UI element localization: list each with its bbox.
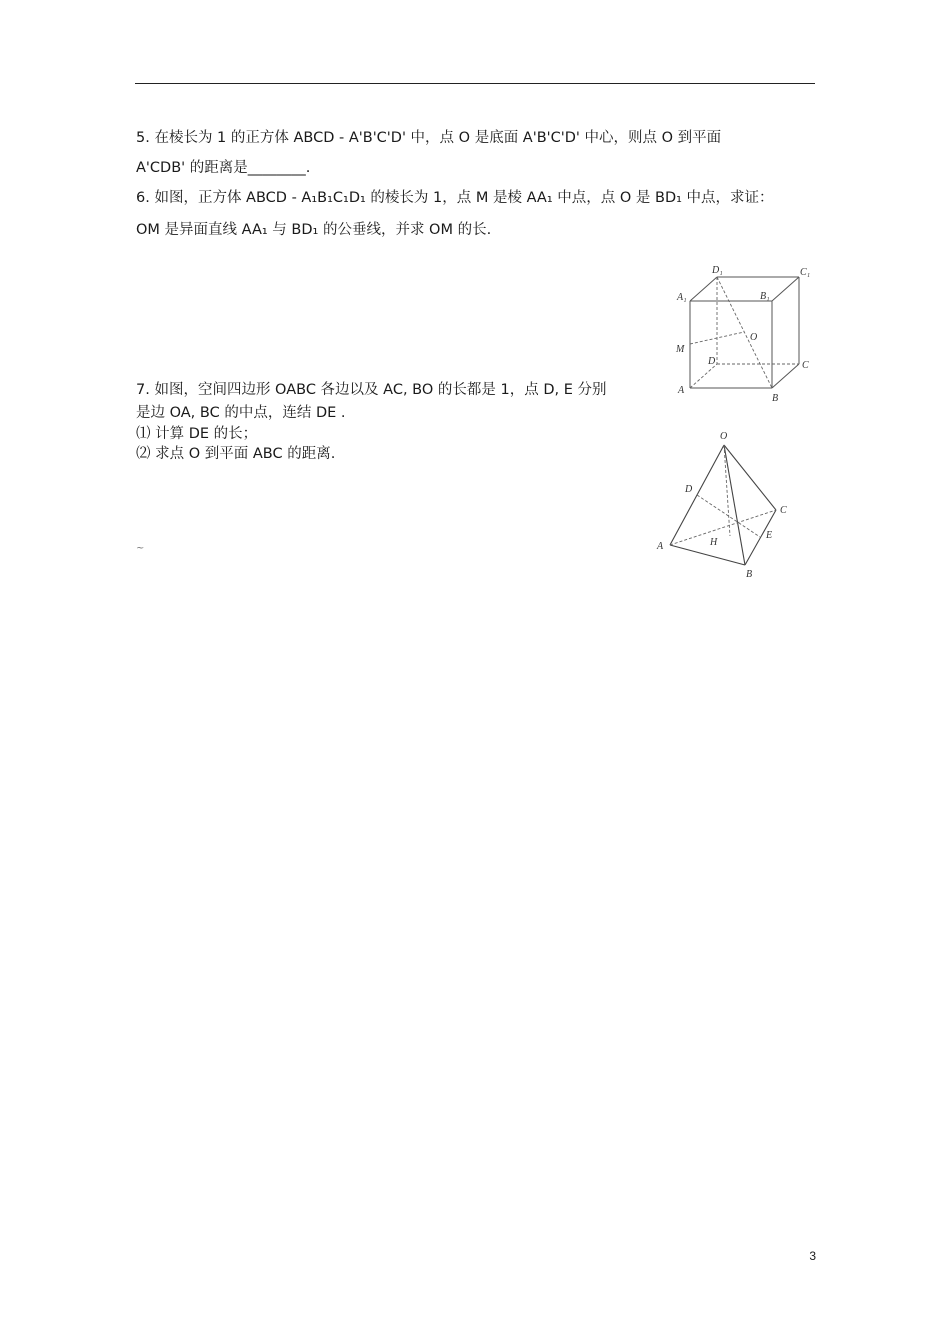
stray-mark: ~ [136, 543, 145, 554]
tetra-label-c: C [780, 505, 787, 516]
tetra-label-a: A [657, 541, 664, 552]
q7-line1: 7. 如图，空间四边形 OABC 各边以及 AC, BO 的长都是 1，点 D, E 分别 [136, 382, 607, 398]
tetra-label-h: H [710, 537, 718, 548]
cube-label-c1: C₁ [800, 267, 811, 278]
q6-line1: 6. 如图，正方体 ABCD - A₁B₁C₁D₁ 的棱长为 1，点 M 是棱 AA₁ 中点，点 O 是 BD₁ 中点，求证： [136, 190, 774, 206]
q5-line1: 5. 在棱长为 1 的正方体 ABCD - A'B'C'D' 中，点 O 是底面 A'B'C'D' 中心，则点 O 到平面 [136, 130, 722, 146]
page-number: 3 [809, 1249, 816, 1263]
cube-label-o: O [750, 332, 758, 343]
cube-label-b: B [772, 393, 779, 404]
cube-label-b1: B₁ [760, 291, 770, 302]
q7-part1: ⑴ 计算 DE 的长； [136, 426, 258, 442]
tetra-label-o: O [720, 431, 728, 442]
cube-label-a: A [678, 385, 685, 396]
cube-label-d1: D₁ [712, 265, 723, 276]
tetra-label-b: B [746, 569, 753, 580]
cube-label-a1: A₁ [677, 292, 687, 303]
q5-line2: A'CDB' 的距离是________. [136, 160, 311, 176]
q6-line2: OM 是异面直线 AA₁ 与 BD₁ 的公垂线，并求 OM 的长. [136, 222, 492, 238]
cube-figure [668, 260, 818, 410]
cube-label-d: D [708, 356, 716, 367]
tetrahedron-figure [650, 425, 820, 585]
cube-label-c: C [802, 360, 809, 371]
tetra-label-d: D [685, 484, 693, 495]
q7-line2: 是边 OA, BC 的中点，连结 DE . [136, 405, 346, 421]
cube-label-m: M [676, 344, 685, 355]
q7-part2: ⑵ 求点 O 到平面 ABC 的距离. [136, 446, 336, 462]
header-rule [135, 83, 815, 84]
tetra-label-e: E [766, 530, 773, 541]
